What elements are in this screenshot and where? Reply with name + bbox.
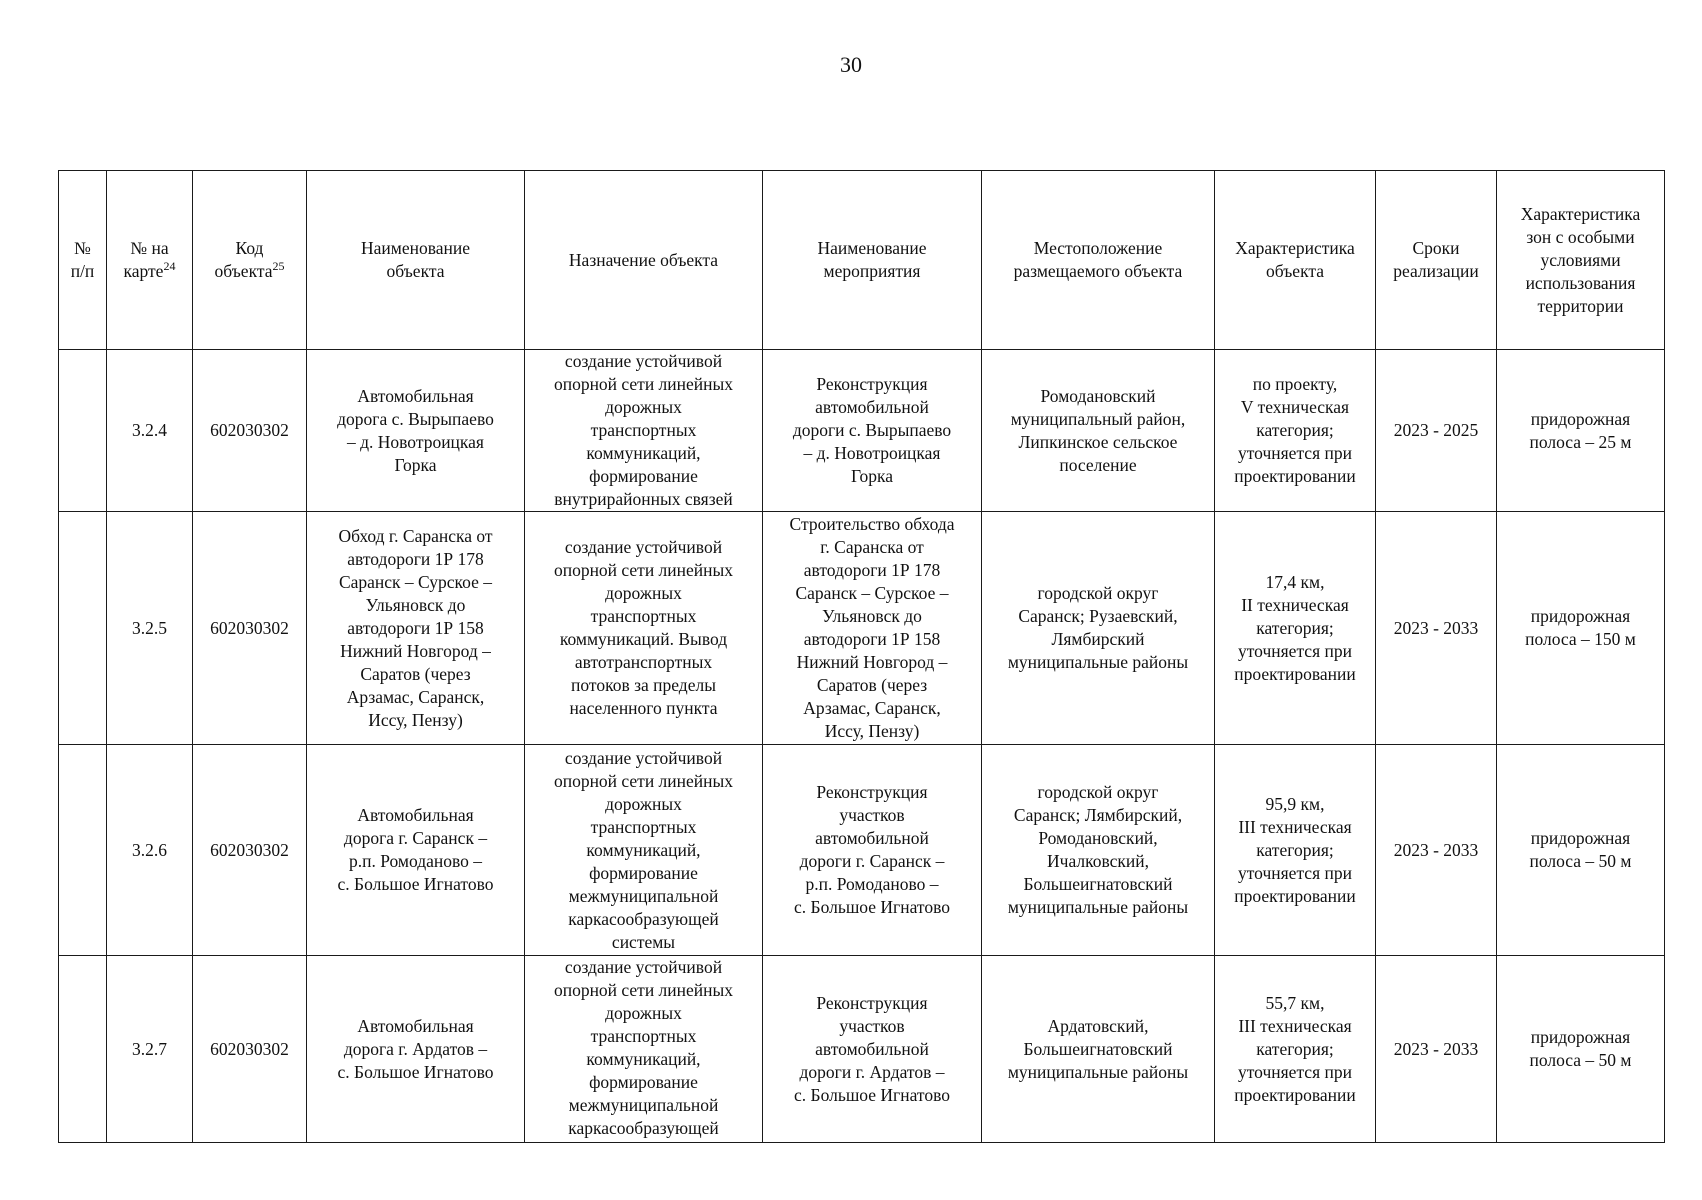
cell-map-num: 3.2.5 — [107, 512, 193, 745]
col-header-zones: Характеристика зон с особыми условиями использования территории — [1497, 171, 1665, 350]
footnote-ref-25: 25 — [272, 259, 285, 274]
col-header-map-num — [107, 171, 193, 350]
cell-zones: придорожная полоса – 25 м — [1497, 350, 1665, 512]
cell-name: Автомобильная дорога г. Ардатов – с. Большое Игнатово — [307, 956, 525, 1143]
cell-num — [59, 956, 107, 1143]
table-row — [59, 956, 1665, 1143]
cell-terms: 2023 - 2033 — [1376, 956, 1497, 1143]
col-header-name: Наименование объекта — [307, 171, 525, 350]
cell-terms: 2023 - 2033 — [1376, 745, 1497, 956]
cell-code: 602030302 — [193, 350, 307, 512]
cell-code: 602030302 — [193, 956, 307, 1143]
cell-action: Строительство обхода г. Саранска от автодороги 1Р 178 Саранск – Сурское – Ульяновск до автодороги 1Р 158 Нижний Новгород – Саратов (через Арзамас, Саранск, Иссу, Пензу) — [763, 512, 982, 745]
cell-action: Реконструкция автомобильной дороги с. Вырыпаево – д. Новотроицкая Горка — [763, 350, 982, 512]
table-row — [59, 512, 1665, 745]
cell-zones: придорожная полоса – 150 м — [1497, 512, 1665, 745]
cell-terms: 2023 - 2025 — [1376, 350, 1497, 512]
cell-zones: придорожная полоса – 50 м — [1497, 745, 1665, 956]
table-row — [59, 350, 1665, 512]
cell-characteristic: 95,9 км, III техническая категория; уточняется при проектировании — [1215, 745, 1376, 956]
cell-action: Реконструкция участков автомобильной дороги г. Ардатов – с. Большое Игнатово — [763, 956, 982, 1143]
page-number: 30 — [840, 52, 862, 77]
plan-table — [58, 170, 1665, 1143]
cell-code: 602030302 — [193, 512, 307, 745]
cell-num — [59, 350, 107, 512]
cell-zones: придорожная полоса – 50 м — [1497, 956, 1665, 1143]
cell-purpose: создание устойчивой опорной сети линейных дорожных транспортных коммуникаций, формирование межмуниципальной каркасообразующей системы — [525, 745, 763, 956]
table-row — [59, 745, 1665, 956]
cell-terms: 2023 - 2033 — [1376, 512, 1497, 745]
cell-num — [59, 745, 107, 956]
col-header-characteristic: Характеристика объекта — [1215, 171, 1376, 350]
cell-name: Автомобильная дорога г. Саранск – р.п. Ромоданово – с. Большое Игнатово — [307, 745, 525, 956]
col-header-purpose: Назначение объекта — [525, 171, 763, 350]
cell-purpose: создание устойчивой опорной сети линейных дорожных транспортных коммуникаций. Вывод автотранспортных потоков за пределы населенного пункта — [525, 512, 763, 745]
col-header-code-label: Код объекта — [214, 238, 273, 281]
cell-name: Автомобильная дорога с. Вырыпаево – д. Новотроицкая Горка — [307, 350, 525, 512]
col-header-code — [193, 171, 307, 350]
cell-code: 602030302 — [193, 745, 307, 956]
cell-map-num: 3.2.4 — [107, 350, 193, 512]
cell-location: городской округ Саранск; Лямбирский, Ромодановский, Ичалковский, Большеигнатовский муниципальные районы — [982, 745, 1215, 956]
footnote-ref-24: 24 — [163, 259, 176, 274]
col-header-num: № п/п — [59, 171, 107, 350]
header-row — [59, 171, 1665, 350]
cell-characteristic: 17,4 км, II техническая категория; уточняется при проектировании — [1215, 512, 1376, 745]
cell-purpose: создание устойчивой опорной сети линейных дорожных транспортных коммуникаций, формирование межмуниципальной каркасообразующей — [525, 956, 763, 1143]
cell-num — [59, 512, 107, 745]
col-header-terms: Сроки реализации — [1376, 171, 1497, 350]
cell-location: Ромодановский муниципальный район, Липкинское сельское поселение — [982, 350, 1215, 512]
cell-action: Реконструкция участков автомобильной дороги г. Саранск – р.п. Ромоданово – с. Большое Игнатово — [763, 745, 982, 956]
cell-characteristic: 55,7 км, III техническая категория; уточняется при проектировании — [1215, 956, 1376, 1143]
cell-map-num: 3.2.7 — [107, 956, 193, 1143]
col-header-map-num-label: № на карте — [123, 238, 169, 281]
col-header-location: Местоположение размещаемого объекта — [982, 171, 1215, 350]
cell-name: Обход г. Саранска от автодороги 1Р 178 Саранск – Сурское – Ульяновск до автодороги 1Р 158 Нижний Новгород – Саратов (через Арзамас, Саранск, Иссу, Пензу) — [307, 512, 525, 745]
cell-location: городской округ Саранск; Рузаевский, Лямбирский муниципальные районы — [982, 512, 1215, 745]
cell-location: Ардатовский, Большеигнатовский муниципальные районы — [982, 956, 1215, 1143]
cell-map-num: 3.2.6 — [107, 745, 193, 956]
col-header-action: Наименование мероприятия — [763, 171, 982, 350]
cell-characteristic: по проекту, V техническая категория; уточняется при проектировании — [1215, 350, 1376, 512]
cell-purpose: создание устойчивой опорной сети линейных дорожных транспортных коммуникаций, формирование внутрирайонных связей — [525, 350, 763, 512]
